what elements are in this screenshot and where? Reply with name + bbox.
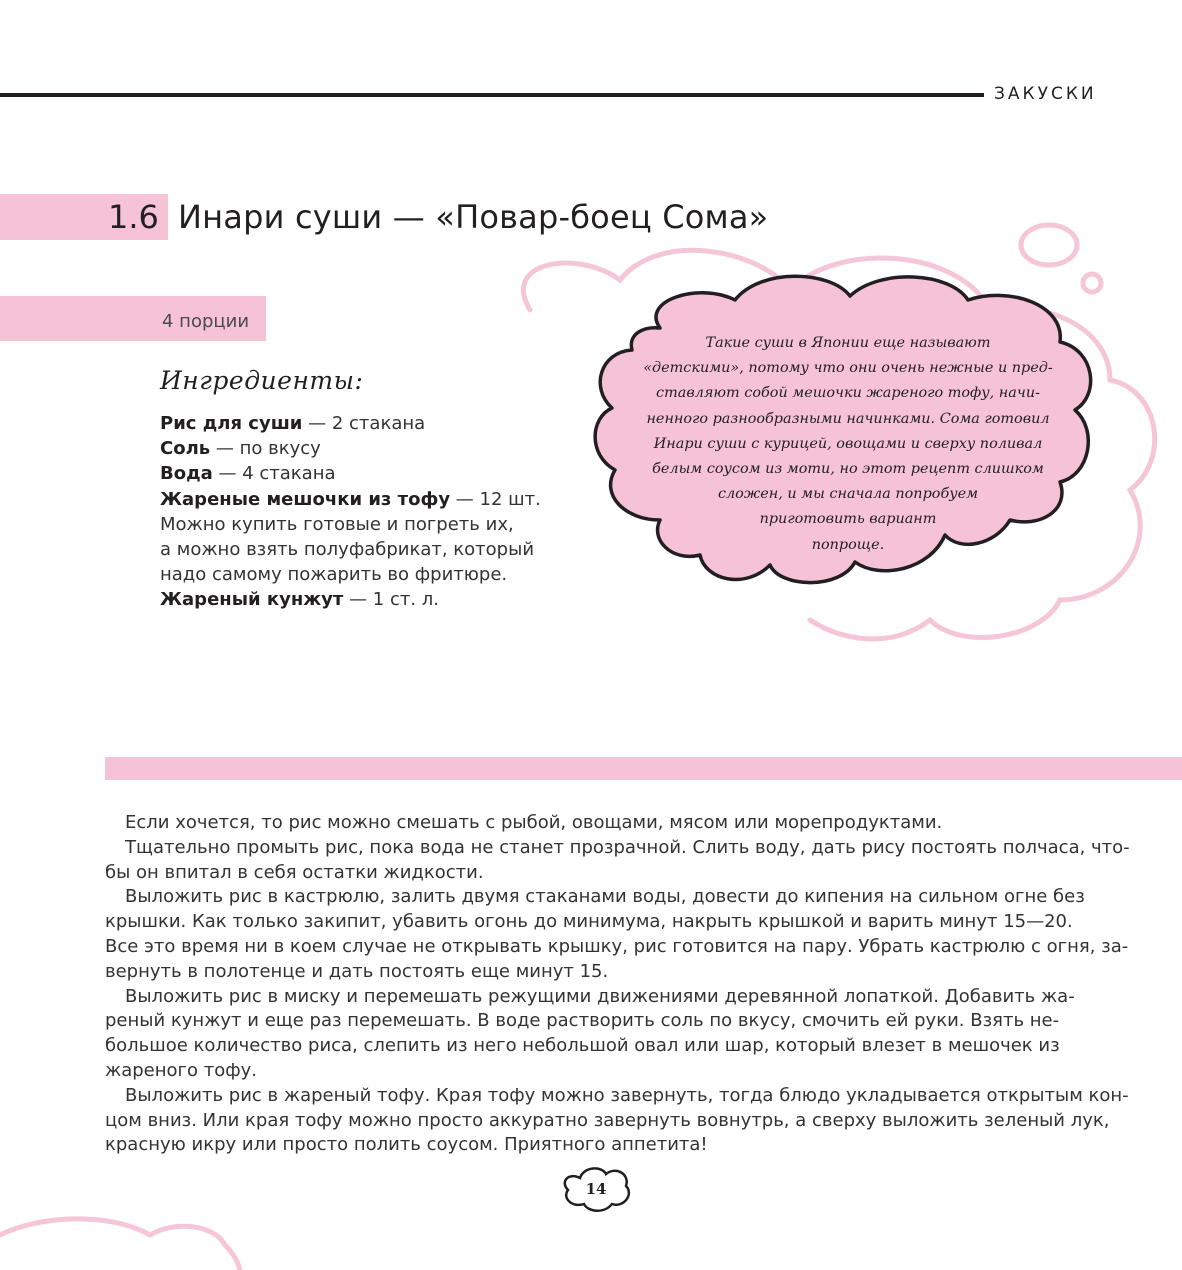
bubble-line: попроще. <box>811 536 885 553</box>
ingredient-amount: а можно взять полуфабрикат, который <box>160 539 535 561</box>
ingredient-line <box>160 487 580 512</box>
ingredient-name: Вода <box>160 463 213 485</box>
small-bubble-1 <box>1021 225 1077 265</box>
ingredient-amount: — 2 стакана <box>302 413 426 434</box>
bubble-line: ненного разнообразными начинками. Сома готовил <box>646 410 1050 427</box>
instruction-line: Если хочется, то рис можно смешать с рыбой, овощами, мясом или морепродуктами. <box>125 812 943 833</box>
instruction-line: Тщательно промыть рис, пока вода не станет прозрачной. Слить воду, дать рису постоять полчаса, что- <box>125 836 1130 858</box>
recipe-number: 1.6 <box>108 198 159 236</box>
ingredient-amount: — 12 шт. <box>450 488 541 510</box>
ingredient-line <box>160 436 580 461</box>
ingredient-amount: — 1 ст. л. <box>343 589 440 611</box>
instruction-line: большое количество риса, слепить из него небольшой овал или шар, который влезет в мешочек из <box>105 1035 1060 1057</box>
ingredient-line <box>160 587 580 612</box>
ingredient-name: Жареный кунжут <box>160 589 344 611</box>
servings: 4 порции <box>162 311 250 332</box>
section-label: ЗАКУСКИ <box>994 84 1097 104</box>
small-bubble-2 <box>1083 274 1101 292</box>
ingredient-line <box>160 537 580 562</box>
ingredient-amount: — по вкусу <box>210 438 321 460</box>
instruction-line: реный кунжут и еще раз перемешать. В воде растворить соль по вкусу, смочить ей руки. Взять не- <box>105 1010 1060 1032</box>
ingredients-heading: Ингредиенты: <box>160 366 364 395</box>
instruction-line: жареного тофу. <box>105 1059 257 1081</box>
bubble-line: приготовить вариант <box>759 511 937 528</box>
instruction-line: вернуть в полотенце и дать постоять еще минут 15. <box>105 960 609 982</box>
bubble-line: Инари суши с курицей, овощами и сверху поливал <box>653 435 1043 452</box>
ingredient-amount: — 4 стакана <box>212 463 336 485</box>
instruction-line: бы он впитал в себя остатки жидкости. <box>105 861 484 883</box>
bubble-line: «детскими», потому что они очень нежные и пред- <box>643 360 1053 377</box>
instructions <box>105 811 1130 1158</box>
ingredient-amount: Можно купить готовые и погреть их, <box>160 513 514 535</box>
bubble-line: ставляют собой мешочки жареного тофу, начи- <box>656 385 1040 402</box>
instruction-line: крышки. Как только закипит, убавить огонь до минимума, накрыть крышкой и варить минут 15—20. <box>105 911 1073 933</box>
ingredient-name: Жареные мешочки из тофу <box>160 488 451 510</box>
ingredient-line <box>160 461 580 486</box>
bubble-line: белым соусом из моти, но этот рецепт слишком <box>652 461 1044 478</box>
ingredient-line <box>160 562 580 587</box>
outline-cloud-bottom <box>0 1219 240 1270</box>
header-rule <box>0 93 984 97</box>
instruction-line: Выложить рис в жареный тофу. Края тофу можно завернуть, тогда блюдо укладывается открытым кон- <box>125 1084 1129 1106</box>
ingredient-name: Рис для суши <box>160 413 303 434</box>
ingredient-amount: надо самому пожарить во фритюре. <box>160 564 508 586</box>
instruction-line: Выложить рис в миску и перемешать режущими движениями деревянной лопаткой. Добавить жа- <box>125 985 1075 1007</box>
instruction-line: Все это время ни в коем случае не открывать крышку, рис готовится на пару. Убрать кастрюлю с огня, за- <box>105 935 1129 957</box>
divider-band <box>105 757 1182 780</box>
instruction-line: красную икру или просто полить соусом. Приятного аппетита! <box>105 1134 708 1156</box>
page-number: 14 <box>585 1180 607 1198</box>
speech-bubble-text <box>598 331 1098 558</box>
ingredient-line <box>160 512 580 537</box>
ingredients-list <box>160 411 580 613</box>
ingredient-line <box>160 411 580 436</box>
recipe-title: Инари суши — «Повар-боец Сома» <box>178 198 769 236</box>
instruction-line: Выложить рис в кастрюлю, залить двумя стаканами воды, довести до кипения на сильном огне без <box>125 886 1085 908</box>
instruction-line: цом вниз. Или края тофу можно просто аккуратно завернуть вовнутрь, а сверху выложить зеленый лук, <box>105 1109 1110 1131</box>
ingredient-name: Соль <box>160 438 211 460</box>
bubble-line: сложен, и мы сначала попробуем <box>717 486 979 503</box>
bubble-line: Такие суши в Японии еще называют <box>705 335 991 351</box>
